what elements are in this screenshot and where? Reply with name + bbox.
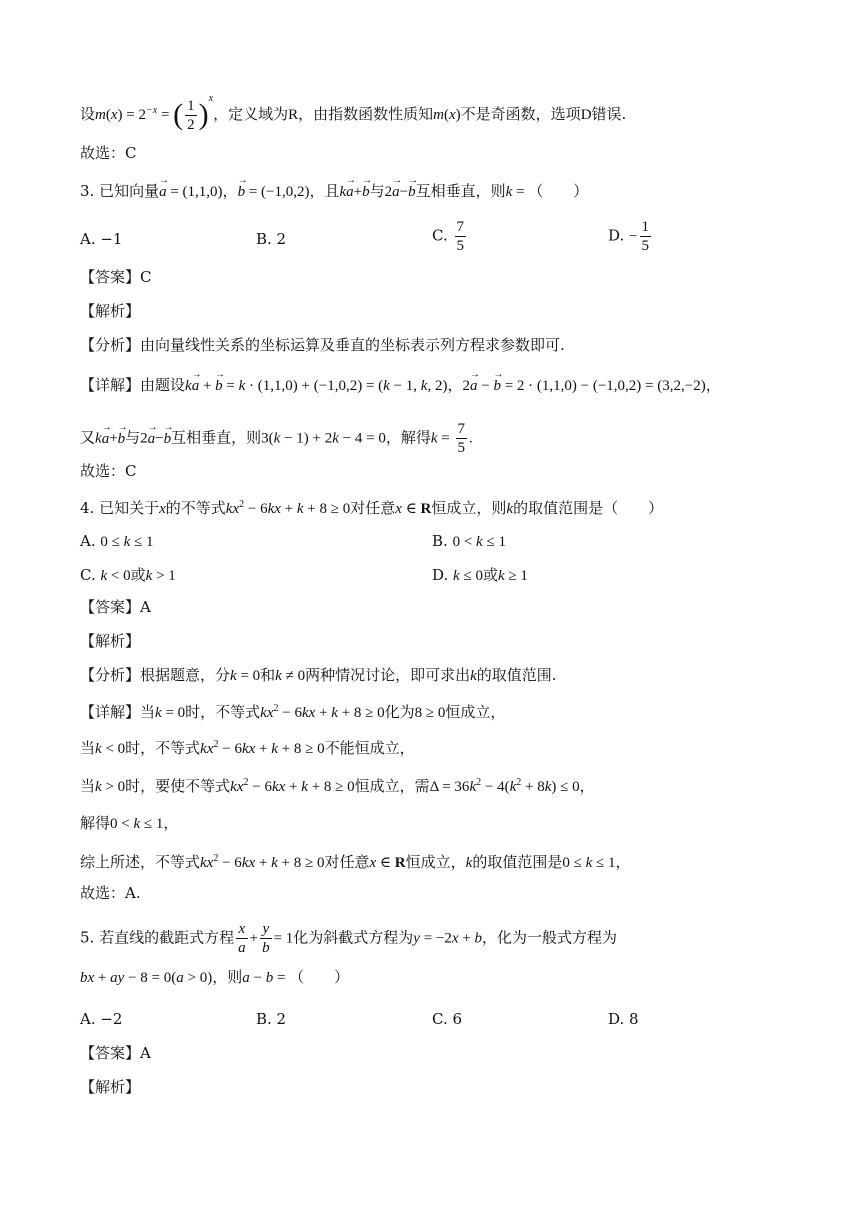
q4-detail-4: 解得0 < k ≤ 1， [80, 814, 179, 832]
q5-option-c: C. 6 [432, 1010, 463, 1028]
q4-detail-1: 【详解】当k = 0时，不等式$kx^2 - 6kx + k + 8 \ge 0$化为8 ≥ 0恒成立， [80, 703, 506, 721]
q3-option-c: C. $\frac{7}{5}$ [432, 219, 464, 254]
q5-answer: 【答案】A [80, 1044, 151, 1062]
q3-detail-2: 又k→ a+→ b与2→ a−→ b互相垂直，则3(k − 1) + 2k − 4 = 0，解得k = $\frac{7}{5}$ . [80, 420, 808, 457]
q5-option-d: D. 8 [608, 1010, 639, 1028]
q4-analysis-label: 【解析】 [80, 632, 141, 650]
q4-detail-3: 当k > 0时，要使不等式$kx^2 - 6kx + k + 8 \ge 0$恒成立，需$\Delta = 36k^2 - 4(k^2 + 8k) \le 0$， [80, 777, 595, 795]
q3-option-a: A. −1 [80, 230, 123, 248]
q3-detail-1: 【详解】由题设k→ a + → b = k · (1,1,0) + (−1,0,2) = (k − 1, k, 2)，2→ a − → b = 2 · (1,1,0) − (−1,0,2) = (3,2,−2)， [80, 374, 808, 397]
q3-answer: 【答案】C [80, 268, 152, 286]
q3-choose: 故选：C [80, 462, 137, 480]
question-4: 4. 已知关于x的不等式$kx^2 - 6kx + k + 8 \ge 0$对任意x ∈ R恒成立，则k的取值范围是（ ） [80, 499, 664, 517]
q5-analysis-label: 【解析】 [80, 1078, 141, 1096]
q4-option-c: C. k < 0或k > 1 [80, 566, 176, 584]
q4-option-a: A. 0 ≤ k ≤ 1 [80, 532, 154, 550]
q3-analysis-label: 【解析】 [80, 302, 141, 320]
q5-option-a: A. −2 [80, 1010, 123, 1028]
q4-answer: 【答案】A [80, 598, 151, 616]
q3-analysis: 【分析】由向量线性关系的坐标运算及垂直的坐标表示列方程求参数即可. [80, 336, 565, 354]
q3-option-b: B. 2 [256, 230, 287, 248]
q4-detail-5: 综上所述，不等式$kx^2 - 6kx + k + 8 \ge 0$对任意x ∈ R恒成立，k的取值范围是0 ≤ k ≤ 1， [80, 853, 631, 871]
q4-option-d: D. k ≤ 0或k ≥ 1 [432, 566, 528, 584]
question-5: 5. 若直线的截距式方程 $\frac{x}{a}$ + $\frac{y}{b}$ = 1化为斜截式方程为y = −2x + b，化为一般式方程为 [80, 921, 618, 956]
question-3: 3. 已知向量→ a = (1,1,0)，→ b = (−1,0,2)，且k→ a+→ b与2→ a−→ b互相垂直，则k = （ ） [80, 180, 808, 203]
q4-option-b: B. 0 < k ≤ 1 [432, 532, 506, 550]
line-m-function: 设$m(x) = 2^{-x}$ = ( $\frac{1}{2}$ )$^x$，定义域为R，由指数函数性质知m(x)不是奇函数，选项D错误. [80, 93, 627, 133]
question-5-line-2: bx + ay − 8 = 0(a > 0)，则a − b = （ ） [80, 968, 350, 986]
q3-option-d: D. − $\frac{1}{5}$ [608, 219, 650, 254]
q4-analysis: 【分析】根据题意，分k = 0和k ≠ 0两种情况讨论，即可求出k的取值范围. [80, 666, 557, 684]
choose-line: 故选：C [80, 144, 137, 162]
q4-choose: 故选：A. [80, 884, 141, 902]
q4-detail-2: 当k < 0时，不等式$kx^2 - 6kx + k + 8 \ge 0$不能恒成立， [80, 739, 415, 757]
q5-option-b: B. 2 [256, 1010, 287, 1028]
